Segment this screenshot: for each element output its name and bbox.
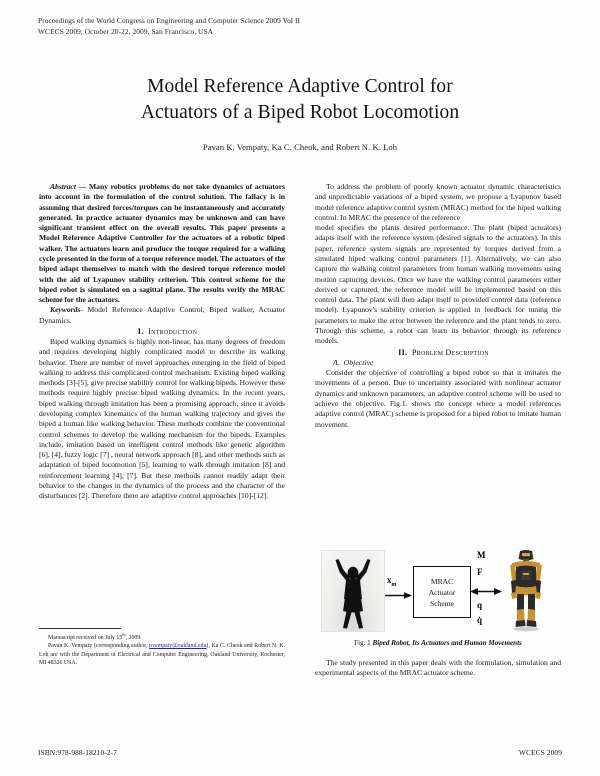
footnote-author-a: Pavan K. Vempaty (corresponding author,	[48, 643, 150, 650]
conference-text: WCECS 2009	[518, 748, 562, 757]
figure-input-label	[387, 575, 396, 588]
isbn-text: ISBN:978-988-18210-2-7	[38, 748, 117, 757]
keywords-paragraph	[39, 305, 285, 326]
author-list: Pavan K. Vempaty, Ka C. Cheok, and Robert N. K. Loh	[202, 142, 398, 152]
running-header	[38, 16, 508, 37]
footnote-author-line	[39, 642, 285, 668]
mrac-box-line-3: Scheme	[429, 598, 455, 608]
column-right	[315, 182, 561, 430]
title-block	[50, 74, 550, 126]
figure-input-symbol: x	[387, 575, 392, 585]
section-numeral-2: II.	[398, 347, 408, 357]
figure-caption-title: Biped Robot, Its Actuators and Human Movements	[372, 639, 522, 647]
section-title-2: Problem Description	[411, 347, 489, 357]
figure-symbol-qdot: q̇	[477, 615, 483, 625]
footnote-manuscript-a: Manuscript received on July 15	[48, 634, 123, 641]
abstract-body: Many robotics problems do not take dynamics of actuators into account in the formulation of the control solution. The fallacy is in assuming that desired forces/torques can be instantaneously and accurately generated. In practice actuator dynamics may be unknown and can have significant transient effect on the overall results. This paper presents a Model Reference Adaptive Controller for the actuators of a robotic biped walker. The actuators learn and produce the torque required for a walking cycle presented in the form of a torque reference model. The actuators of the biped adapt themselves to match with the desired torque reference model with the aid of Lyapunov stability criterion. This control scheme for the biped robot is simulated on a sagittal plane. The results verify the MRAC scheme for the actuators.	[39, 182, 285, 305]
section-title-1: Introduction	[148, 326, 198, 336]
column-left	[39, 182, 285, 502]
section-heading-problem-description	[315, 347, 561, 358]
running-header-line-1: Proceedings of the World Congress on Engineering and Computer Science 2009 Vol II	[38, 16, 301, 25]
abstract-lead: Abstract —	[50, 182, 87, 191]
page-title	[50, 74, 550, 126]
figure-input-subscript: m	[391, 580, 397, 588]
corresponding-author-email-link[interactable]: pvempaty@oakland.edu	[149, 643, 207, 650]
figure-1-canvas	[321, 548, 555, 632]
right-intro-paragraph-1: To address the problem of poorly known actuator dynamic characteristics and unpredictable variations of a biped system, we propose a Lyapunov based model reference adaptive control system (MRAC) method for the biped walking control. In MRAC the presence of the reference	[315, 182, 561, 222]
paper-title-line-1: Model Reference Adaptive Control for	[147, 76, 453, 97]
mrac-box-line-2: Actuator	[428, 587, 456, 597]
figure-output-symbols	[477, 548, 495, 632]
footnote-ordinal-suffix: th	[122, 632, 126, 637]
abstract-paragraph	[39, 182, 285, 305]
mrac-box-line-1: MRAC	[430, 576, 454, 586]
section-numeral-1: I.	[137, 326, 144, 336]
human-silhouette-photo	[321, 550, 385, 632]
figure-1-caption	[315, 639, 561, 647]
figure-symbol-q: q	[477, 600, 483, 610]
introduction-paragraph-1: Biped walking dynamics is highly non-linear, has many degrees of freedom and requires developing highly complicated model to describe its walking behavior. There are number of novel approaches emerging in the field of biped walking to address this complicated control mechanism. Existing biped walking methods [3]-[5], give precise stability control for walking bipeds. However these methods require highly precise biped walking dynamics. In the recent years, biped walking through imitation has been a promising approach, since it avoids developing complex kinematics of the human walking trajectory and gives the biped a human like walking behavior. These methods combine the conventional control schemes to develop the walking mechanism for the bipeds. Examples include, imitation based on intelligent control methods like genetic algorithm [6], [4], fuzzy logic [7] , neural network approach [8], and other methods such as adaptation of biped locomotion [5], learning to walk through imitation [8] and reinforcement learning [4], [7]. But these methods cannot readily adapt their behavior to the changes in the dynamics of the process and the character of the disturbances [2]. Therefore there are adaptive control approaches [10]-[12].	[39, 337, 285, 501]
figure-symbol-M: M	[477, 550, 486, 560]
keywords-body: Model Reference Adaptive Control, Biped walker, Actuator Dynamics.	[39, 305, 285, 325]
figure-caption-label: Fig. 1	[354, 639, 373, 647]
subsection-title: Objective	[343, 357, 374, 367]
footnote-author-b: ),	[206, 643, 210, 650]
footnote-block	[39, 628, 285, 668]
paper-title-line-2: Actuators of a Biped Robot Locomotion	[140, 101, 460, 123]
post-figure-text	[315, 658, 561, 679]
footnote-manuscript-b: , 2009.	[125, 634, 142, 641]
footnote-rule	[39, 628, 121, 629]
arrow-right-icon-input	[385, 591, 412, 600]
footnote-affiliation: Ka C. Cheok and Robert N. K. Loh are with the Department of Electrical and Computer Engineering, Oakland University, Rochester, MI 48326 USA.	[39, 643, 286, 667]
subsection-letter: A.	[333, 357, 340, 367]
biped-robot-icon	[497, 548, 555, 632]
figure-1	[315, 548, 561, 647]
mrac-actuator-scheme-box	[413, 566, 471, 618]
keywords-lead: Keywords-	[50, 305, 83, 315]
figure-symbol-F: F	[477, 567, 483, 577]
footnote-manuscript-line	[39, 632, 285, 642]
section-heading-introduction	[39, 326, 285, 337]
human-silhouette-icon	[322, 551, 384, 631]
right-intro-paragraph-2: model specifies the plants desired performance. The plant (biped actuators) adapts itself with the reference system (desired signals to the actuators). In this paper, reference system signals are represented by torques derived from a simulated biped walking control parameters [1]. Alternatively, we can also capture the walking control parameters from human walking movements using motion capturing devices. Once we have the walking control parameters either derived or captured, the reference model will be implemented based on this control data. The plant will then adapt itself to provided control data (reference model). Lyapunov's stability criterion is applied in feedback for tuning the parameters to make the error between the reference and the plant tends to zero. Through this scheme, a robot can learn its behavior through its reference models.	[315, 223, 561, 346]
subsection-heading-objective	[315, 358, 561, 369]
objective-paragraph-2: The study presented in this paper deals with the formulation, simulation and experimental aspects of the MRAC actuator scheme.	[315, 658, 561, 678]
running-header-line-2: WCECS 2009, October 20-22, 2009, San Francisco, USA	[38, 26, 214, 36]
biped-robot-photo	[497, 548, 555, 632]
objective-paragraph-1: Consider the objective of controlling a biped robot so that it imitates the movements of a person. Due to uncertainty associated with nonlinear actuator dynamics and unknown parameters, an adaptive control scheme will be used to achieve the objective. Fig.1. shows the concept where a model references adaptive control (MRAC) scheme is proposed for a biped robot to imitate human movement.	[315, 368, 561, 429]
page-footer	[38, 748, 562, 757]
